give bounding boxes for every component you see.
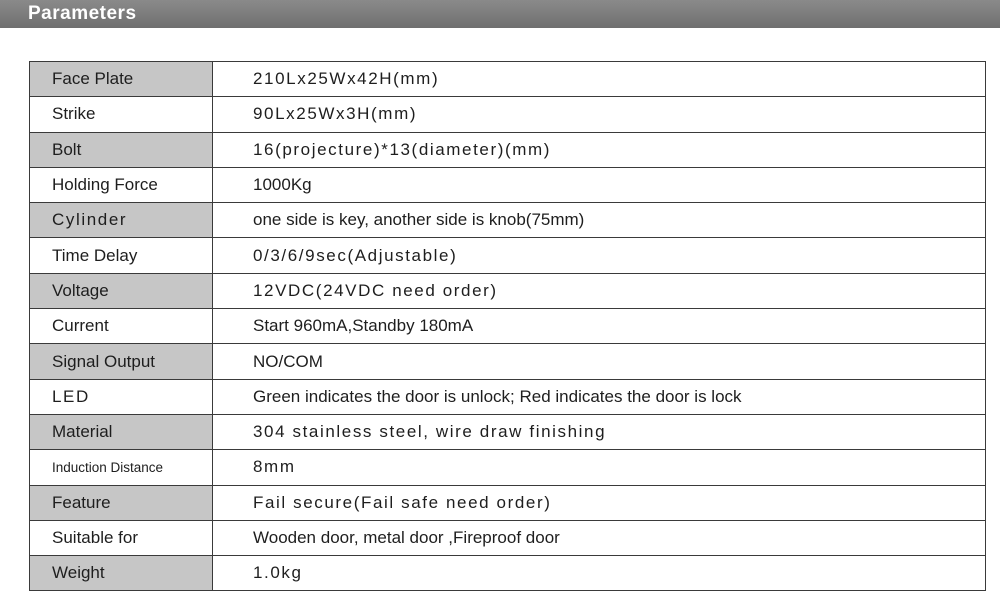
- table-row: [30, 379, 986, 414]
- table-row: [30, 450, 986, 485]
- row-label: Weight: [30, 556, 213, 591]
- table-row: [30, 238, 986, 273]
- row-label: Signal Output: [30, 344, 213, 379]
- table-row: [30, 309, 986, 344]
- section-title: Parameters: [28, 3, 137, 24]
- row-label: Holding Force: [30, 167, 213, 202]
- row-value: 0/3/6/9sec(Adjustable): [213, 238, 986, 273]
- row-value: NO/COM: [213, 344, 986, 379]
- table-row: [30, 62, 986, 97]
- row-label: Cylinder: [30, 203, 213, 238]
- row-label: Feature: [30, 485, 213, 520]
- row-value: 16(projecture)*13(diameter)(mm): [213, 132, 986, 167]
- table-row: [30, 485, 986, 520]
- row-label: Current: [30, 309, 213, 344]
- row-label: Bolt: [30, 132, 213, 167]
- row-label: Suitable for: [30, 520, 213, 555]
- table-row: [30, 203, 986, 238]
- table-row: [30, 132, 986, 167]
- row-label: Face Plate: [30, 62, 213, 97]
- row-value: 90Lx25Wx3H(mm): [213, 97, 986, 132]
- row-value: Wooden door, metal door ,Fireproof door: [213, 520, 986, 555]
- row-label: Material: [30, 414, 213, 449]
- table-row: [30, 167, 986, 202]
- row-label: Time Delay: [30, 238, 213, 273]
- table-row: [30, 414, 986, 449]
- row-label: Voltage: [30, 273, 213, 308]
- row-label: LED: [30, 379, 213, 414]
- row-value: 1000Kg: [213, 167, 986, 202]
- table-row: [30, 273, 986, 308]
- row-value: 210Lx25Wx42H(mm): [213, 62, 986, 97]
- table-row: [30, 520, 986, 555]
- table-row: [30, 97, 986, 132]
- row-value: Green indicates the door is unlock; Red indicates the door is lock: [213, 379, 986, 414]
- row-value: 1.0kg: [213, 556, 986, 591]
- row-value: 12VDC(24VDC need order): [213, 273, 986, 308]
- row-label: Strike: [30, 97, 213, 132]
- header-bar: [0, 0, 1000, 28]
- row-value: Fail secure(Fail safe need order): [213, 485, 986, 520]
- row-value: Start 960mA,Standby 180mA: [213, 309, 986, 344]
- table-row: [30, 344, 986, 379]
- row-label: Induction Distance: [30, 450, 213, 485]
- row-value: 304 stainless steel, wire draw finishing: [213, 414, 986, 449]
- parameters-table: [29, 61, 986, 591]
- row-value: one side is key, another side is knob(75mm): [213, 203, 986, 238]
- table-row: [30, 556, 986, 591]
- row-value: 8mm: [213, 450, 986, 485]
